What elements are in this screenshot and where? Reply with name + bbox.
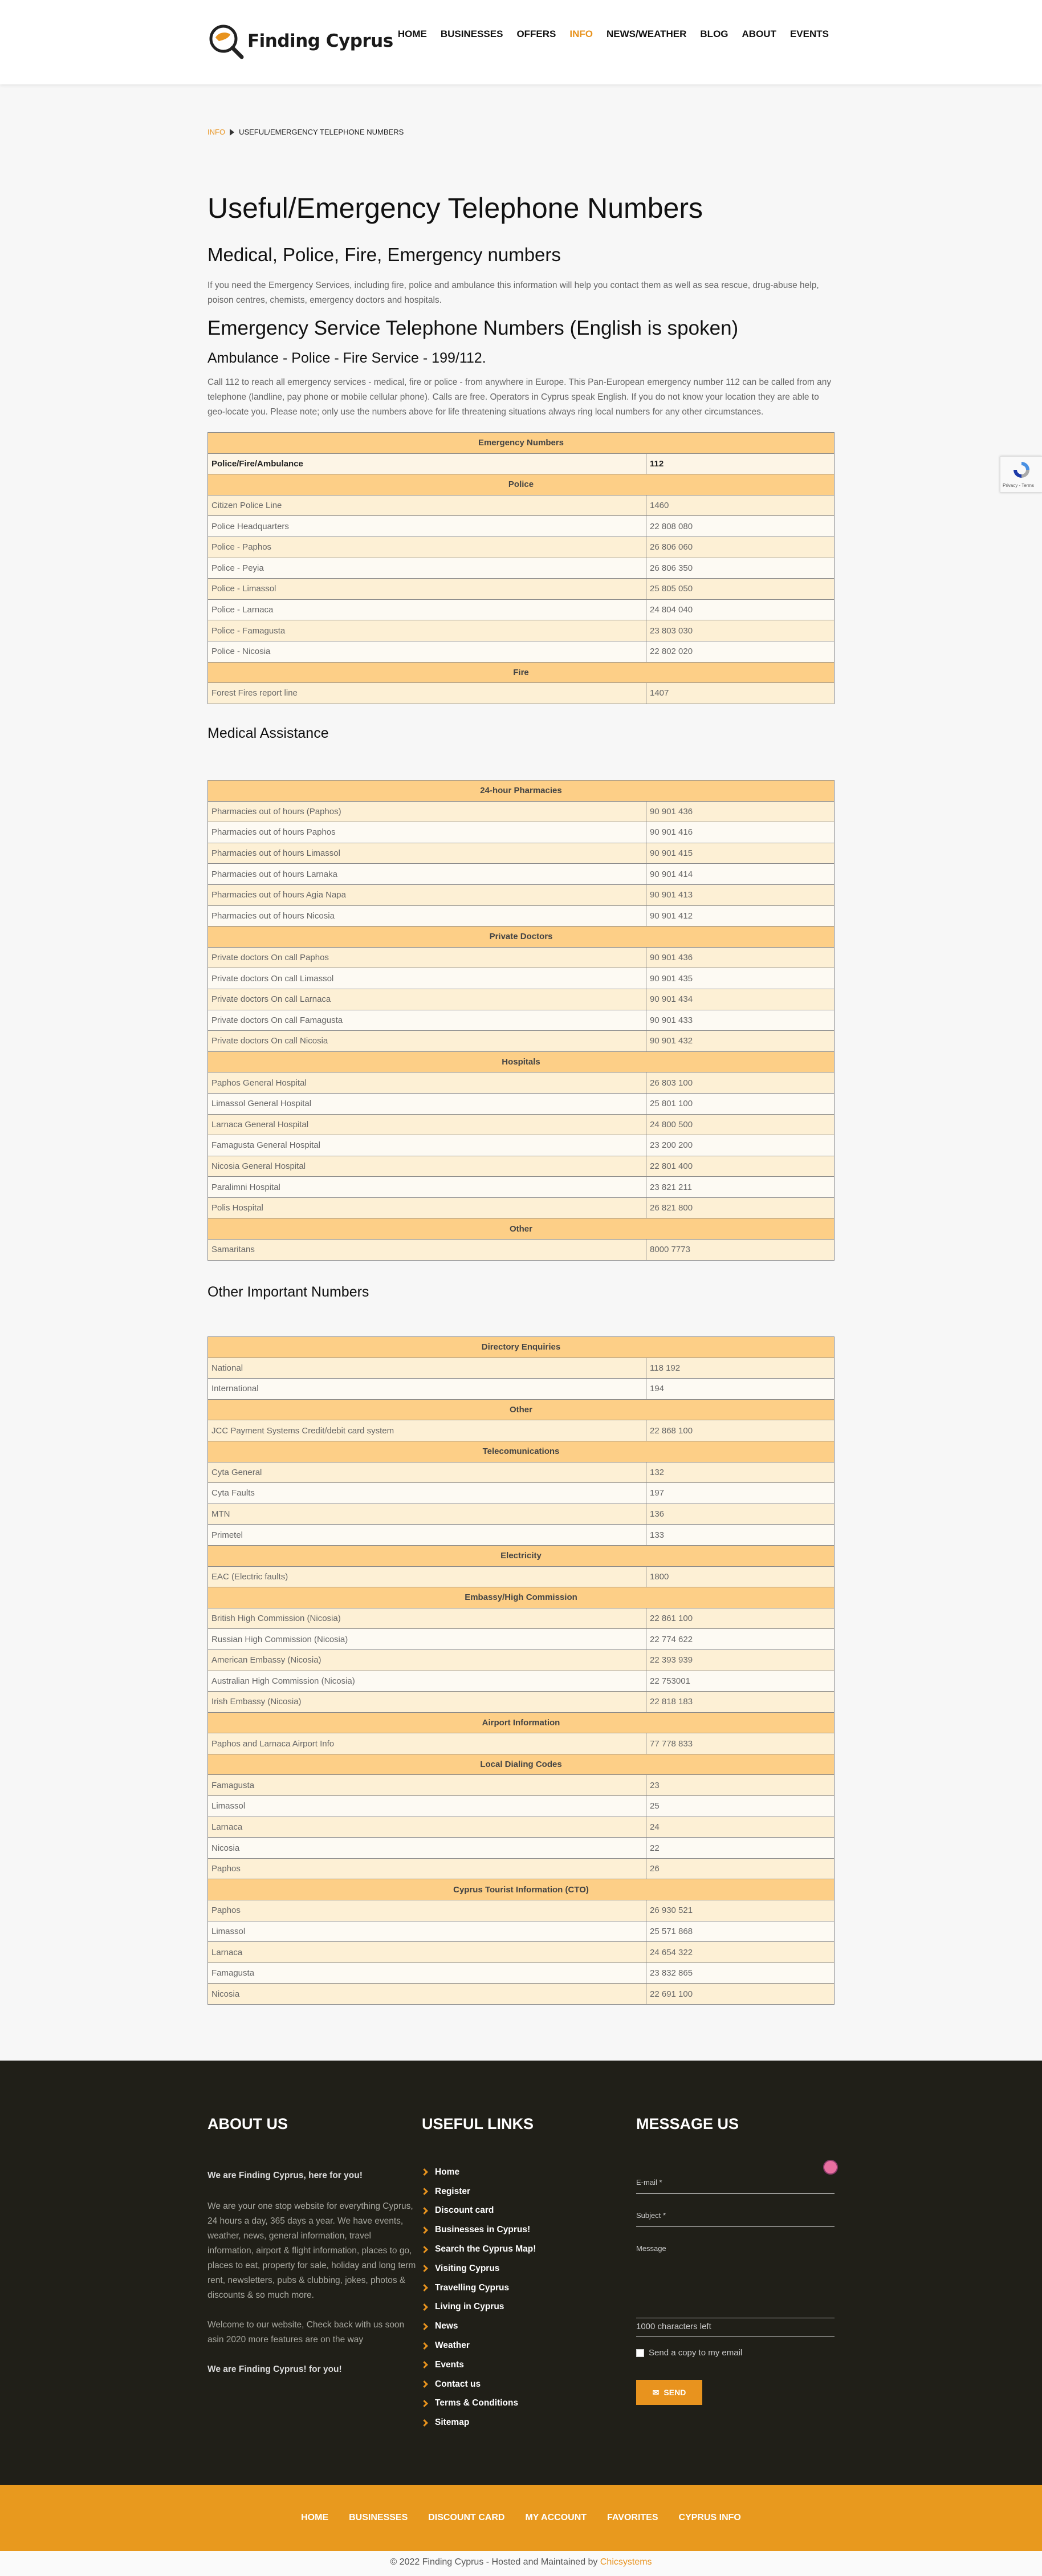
- phone-number: 26 803 100: [646, 1072, 835, 1094]
- footer-link[interactable]: [422, 2413, 536, 2432]
- service-name: Citizen Police Line: [208, 495, 646, 516]
- service-name: Private doctors On call Famagusta: [208, 1010, 646, 1031]
- phone-number: 22: [646, 1838, 835, 1859]
- phone-number: 26 821 800: [646, 1197, 835, 1218]
- footer-link-label: News: [435, 2321, 458, 2331]
- table-row: [208, 1177, 835, 1198]
- section-title-emergency-numbers: Medical, Police, Fire, Emergency numbers: [207, 244, 561, 265]
- emergency-numbers-table: [207, 432, 835, 704]
- bottom-nav-home[interactable]: HOME: [301, 2513, 329, 2522]
- chevron-right-icon: [421, 2342, 428, 2350]
- phone-number: 25 801 100: [646, 1093, 835, 1114]
- footer-link-label: Sitemap: [435, 2417, 470, 2428]
- nav-about[interactable]: ABOUT: [742, 29, 776, 39]
- service-name: Nicosia: [208, 1984, 646, 2005]
- bottom-nav-discount-card[interactable]: DISCOUNT CARD: [428, 2513, 505, 2522]
- phone-number: 1460: [646, 495, 835, 516]
- table-row: [208, 968, 835, 989]
- table-row: [208, 822, 835, 843]
- footer-link-label: Travelling Cyprus: [435, 2282, 510, 2293]
- table-row: [208, 1093, 835, 1114]
- phone-number: 194: [646, 1379, 835, 1400]
- emergency-112-text: Call 112 to reach all emergency services - medical, fire or police - from anywhere in Europe. This Pan-European emergency number 112 can be called from any telephone (landline, pay phone or mobile cellular phone). Calls are free. Operators in Cyprus speak English. If you do not know your location they are able to geo-locate you. Please note; only use the numbers above for life threatening situations always ring local numbers for any other circumstances.: [207, 377, 832, 417]
- footer-link-label: Weather: [435, 2341, 470, 2351]
- phone-number: 77 778 833: [646, 1733, 835, 1754]
- bottom-nav-businesses[interactable]: BUSINESSES: [349, 2513, 408, 2522]
- service-name: Paphos General Hospital: [208, 1072, 646, 1094]
- footer-about-lead: We are Finding Cyprus, here for you!: [207, 2171, 363, 2180]
- bottom-nav-my-account[interactable]: MY ACCOUNT: [525, 2513, 587, 2522]
- section-header-label: Telecomunications: [208, 1441, 835, 1462]
- service-name: JCC Payment Systems Credit/debit card system: [208, 1420, 646, 1441]
- phone-number: 132: [646, 1462, 835, 1483]
- service-name: Larnaca: [208, 1942, 646, 1963]
- medical-numbers-table: [207, 780, 835, 1261]
- table-section-header: [208, 1545, 835, 1566]
- service-name: Paphos: [208, 1858, 646, 1879]
- section-header-label: Cyprus Tourist Information (CTO): [208, 1879, 835, 1900]
- nav-news-weather[interactable]: NEWS/WEATHER: [607, 29, 687, 39]
- phone-number: 25: [646, 1796, 835, 1817]
- table-row: [208, 1072, 835, 1094]
- footer-link-label: Businesses in Cyprus!: [435, 2225, 531, 2235]
- table-row: [208, 905, 835, 927]
- footer-link-label: Terms & Conditions: [435, 2398, 519, 2408]
- phone-number: 136: [646, 1504, 835, 1525]
- phone-number: 1800: [646, 1566, 835, 1587]
- phone-number: 26 806 350: [646, 558, 835, 579]
- breadcrumb-parent[interactable]: INFO: [207, 128, 226, 136]
- service-name: Police Headquarters: [208, 516, 646, 537]
- service-name: Nicosia: [208, 1838, 646, 1859]
- table-row: [208, 1796, 835, 1817]
- table-row: [208, 843, 835, 864]
- phone-number: 26: [646, 1858, 835, 1879]
- service-name: Private doctors On call Nicosia: [208, 1031, 646, 1052]
- service-name: Limassol: [208, 1796, 646, 1817]
- chars-left-counter: 1000 characters left: [636, 2322, 711, 2331]
- table-section-header: [208, 1754, 835, 1775]
- phone-number: 90 901 436: [646, 947, 835, 968]
- table-section-header: [208, 1441, 835, 1462]
- phone-number: 22 802 020: [646, 641, 835, 662]
- phone-number: 23 200 200: [646, 1135, 835, 1156]
- table-section-header: [208, 1399, 835, 1420]
- footer-message-title: MESSAGE US: [636, 2115, 739, 2132]
- footer-link[interactable]: [422, 2182, 536, 2201]
- section-header-label: Fire: [208, 662, 835, 683]
- phone-number: 90 901 432: [646, 1031, 835, 1052]
- table-row: [208, 1462, 835, 1483]
- bottom-nav: [0, 2485, 1042, 2551]
- copyright-text: © 2022 Finding Cyprus - Hosted and Maintained by: [390, 2557, 600, 2567]
- phone-number: 118 192: [646, 1358, 835, 1379]
- main-nav: [398, 29, 829, 40]
- nav-home[interactable]: HOME: [397, 29, 427, 39]
- phone-number: 22 801 400: [646, 1156, 835, 1177]
- footer-link-label: Home: [435, 2167, 460, 2177]
- table-row: [208, 537, 835, 558]
- footer-link[interactable]: [422, 2201, 536, 2221]
- table-row: [208, 516, 835, 537]
- section-header-label: Electricity: [208, 1545, 835, 1566]
- table-row: [208, 641, 835, 662]
- footer-about: [207, 2115, 416, 2377]
- section-title-emergency-service: Emergency Service Telephone Numbers (English is spoken): [207, 317, 739, 339]
- site-header: [0, 0, 1042, 84]
- footer-link-label: Discount card: [435, 2205, 494, 2216]
- table-row: [208, 1010, 835, 1031]
- table-row: [208, 1838, 835, 1859]
- table-section-header: [208, 1218, 835, 1240]
- footer-link-label: Search the Cyprus Map!: [435, 2244, 536, 2254]
- service-name: Police - Paphos: [208, 537, 646, 558]
- section-header-label: Embassy/High Commission: [208, 1587, 835, 1608]
- phone-number: 90 901 415: [646, 843, 835, 864]
- table-row: [208, 1649, 835, 1671]
- service-name: International: [208, 1379, 646, 1400]
- table-row: [208, 1692, 835, 1713]
- service-name: Police - Limassol: [208, 579, 646, 600]
- table-section-header: [208, 433, 835, 454]
- section-header-label: 24-hour Pharmacies: [208, 781, 835, 802]
- phone-number: 23 821 211: [646, 1177, 835, 1198]
- send-copy-checkbox[interactable]: [636, 2349, 644, 2357]
- phone-number: 90 901 434: [646, 989, 835, 1010]
- phone-number: 90 901 433: [646, 1010, 835, 1031]
- footer-useful-links: [422, 2115, 536, 2432]
- service-name: Pharmacies out of hours Limassol: [208, 843, 646, 864]
- chevron-right-icon: [421, 2246, 428, 2253]
- table-section-header: [208, 1712, 835, 1733]
- section-header-label: Directory Enquiries: [208, 1337, 835, 1358]
- table-row: [208, 1240, 835, 1261]
- table-row: [208, 1420, 835, 1441]
- service-name: Paphos: [208, 1900, 646, 1921]
- table-row: [208, 1963, 835, 1984]
- phone-number: 90 901 416: [646, 822, 835, 843]
- phone-number: 26 806 060: [646, 537, 835, 558]
- phone-number: 133: [646, 1525, 835, 1546]
- service-name: Private doctors On call Larnaca: [208, 989, 646, 1010]
- phone-number: 22 861 100: [646, 1608, 835, 1629]
- footer-link-label: Contact us: [435, 2379, 481, 2389]
- service-name: Samaritans: [208, 1240, 646, 1261]
- service-name: EAC (Electric faults): [208, 1566, 646, 1587]
- footer-about-text: We are your one stop website for everything Cyprus, 24 hours a day, 365 days a year. We have events, weather, news, general information, travel information, airport & flight information, places to go, places to eat, property for sale, holiday and long term rent, newsletters, pubs & clubbing, jokes, photos & discounts & so much more.: [207, 2201, 416, 2300]
- service-name: Larnaca: [208, 1817, 646, 1838]
- chevron-right-icon: [421, 2380, 428, 2388]
- service-name: Russian High Commission (Nicosia): [208, 1629, 646, 1650]
- chevron-right-icon: [421, 2226, 428, 2234]
- other-numbers-table: [207, 1336, 835, 2005]
- footer-about-title: ABOUT US: [207, 2115, 288, 2132]
- chevron-right-icon: [421, 2400, 428, 2407]
- phone-number: 22 818 183: [646, 1692, 835, 1713]
- service-name: Australian High Commission (Nicosia): [208, 1671, 646, 1692]
- service-name: Private doctors On call Paphos: [208, 947, 646, 968]
- footer-link[interactable]: [422, 2375, 536, 2394]
- footer-link[interactable]: [422, 2317, 536, 2336]
- email-field[interactable]: E-mail *: [636, 2178, 835, 2194]
- service-name: Police/Fire/Ambulance: [208, 453, 646, 474]
- footer-message-form: [636, 2115, 841, 2435]
- phone-number: 90 901 435: [646, 968, 835, 989]
- table-row: [208, 1671, 835, 1692]
- bottom-nav-favorites[interactable]: FAVORITES: [607, 2513, 658, 2522]
- chevron-right-icon: [421, 2207, 428, 2215]
- chevron-right-icon: [421, 2188, 428, 2195]
- footer-links-title: USEFUL LINKS: [422, 2115, 534, 2132]
- table-row: [208, 801, 835, 822]
- chevron-right-icon: [421, 2303, 428, 2311]
- phone-number: 23 803 030: [646, 620, 835, 641]
- footer-link[interactable]: [422, 2355, 536, 2375]
- nav-businesses[interactable]: BUSINESSES: [440, 29, 503, 39]
- service-name: Paphos and Larnaca Airport Info: [208, 1733, 646, 1754]
- footer-about-text-2: Welcome to our website, Check back with us soon asin 2020 more features are on the way: [207, 2320, 405, 2345]
- chevron-right-icon: [421, 2284, 428, 2291]
- chevron-right-icon: [421, 2265, 428, 2273]
- table-row: [208, 1733, 835, 1754]
- breadcrumb: [207, 128, 404, 136]
- page-title: Useful/Emergency Telephone Numbers: [207, 192, 703, 224]
- table-section-header: [208, 1051, 835, 1072]
- subject-field[interactable]: Subject *: [636, 2211, 835, 2227]
- footer-link[interactable]: [422, 2394, 536, 2414]
- footer-link-label: Events: [435, 2359, 464, 2370]
- table-section-header: [208, 474, 835, 495]
- table-section-header: [208, 662, 835, 683]
- table-row: [208, 558, 835, 579]
- service-name: Paralimni Hospital: [208, 1177, 646, 1198]
- table-row: [208, 495, 835, 516]
- footer-link-label: Visiting Cyprus: [435, 2263, 500, 2273]
- table-section-header: [208, 927, 835, 948]
- phone-number: 112: [646, 453, 835, 474]
- table-row: [208, 599, 835, 620]
- table-row: [208, 1817, 835, 1838]
- table-section-header: [208, 1587, 835, 1608]
- section-header-label: Local Dialing Codes: [208, 1754, 835, 1775]
- nav-events[interactable]: EVENTS: [789, 29, 829, 39]
- phone-number: 22 868 100: [646, 1420, 835, 1441]
- table-row: [208, 579, 835, 600]
- table-row: [208, 620, 835, 641]
- table-row: [208, 1483, 835, 1504]
- medical-assistance-title: Medical Assistance: [207, 725, 329, 741]
- chevron-right-icon: [421, 2323, 428, 2330]
- footer-link[interactable]: [422, 2240, 536, 2259]
- envelope-icon: ✉: [652, 2387, 660, 2397]
- service-name: Irish Embassy (Nicosia): [208, 1692, 646, 1713]
- service-name: Cyta Faults: [208, 1483, 646, 1504]
- magnifier-logo-icon: [207, 23, 244, 59]
- service-name: National: [208, 1358, 646, 1379]
- other-numbers-title: Other Important Numbers: [207, 1284, 369, 1300]
- footer-link[interactable]: [422, 2278, 536, 2298]
- service-name: Pharmacies out of hours (Paphos): [208, 801, 646, 822]
- breadcrumb-arrow-icon: [230, 129, 234, 136]
- table-row: [208, 1608, 835, 1629]
- footer-link-label: Register: [435, 2186, 471, 2196]
- table-row: [208, 1775, 835, 1796]
- phone-number: 22 691 100: [646, 1984, 835, 2005]
- footer-link[interactable]: [422, 2220, 536, 2240]
- chevron-right-icon: [421, 2419, 428, 2427]
- table-row: [208, 1156, 835, 1177]
- service-name: Pharmacies out of hours Paphos: [208, 822, 646, 843]
- phone-number: 25 571 868: [646, 1921, 835, 1942]
- table-section-header: [208, 1337, 835, 1358]
- table-row: [208, 1525, 835, 1546]
- send-copy-label: Send a copy to my email: [649, 2348, 743, 2358]
- section-header-label: Other: [208, 1399, 835, 1420]
- service-name: Police - Peyia: [208, 558, 646, 579]
- section-subtitle-ambulance: Ambulance - Police - Fire Service - 199/112.: [207, 350, 486, 366]
- table-row: [208, 864, 835, 885]
- phone-number: 90 901 413: [646, 884, 835, 905]
- table-row: [208, 1858, 835, 1879]
- phone-number: 197: [646, 1483, 835, 1504]
- service-name: British High Commission (Nicosia): [208, 1608, 646, 1629]
- service-name: Limassol General Hospital: [208, 1093, 646, 1114]
- table-row: [208, 1379, 835, 1400]
- footer-link[interactable]: [422, 2336, 536, 2355]
- service-name: Police - Larnaca: [208, 599, 646, 620]
- service-name: Police - Nicosia: [208, 641, 646, 662]
- copyright-brand-link[interactable]: Chicsystems: [600, 2557, 652, 2567]
- service-name: Police - Famagusta: [208, 620, 646, 641]
- logo-text: Finding Cyprus: [247, 31, 393, 51]
- recaptcha-privacy-terms[interactable]: Privacy - Terms: [1003, 483, 1034, 488]
- service-name: Famagusta: [208, 1963, 646, 1984]
- table-row: [208, 947, 835, 968]
- service-name: Forest Fires report line: [208, 683, 646, 704]
- intro-text: If you need the Emergency Services, including fire, police and ambulance this information will help you contact them as well as sea rescue, drug-abuse help, poison centres, chemists, emergency doctors and hospitals.: [207, 281, 819, 305]
- email-badge-icon: [823, 2160, 838, 2175]
- phone-number: 22 808 080: [646, 516, 835, 537]
- nav-info[interactable]: INFO: [569, 29, 593, 39]
- copyright-bar: [0, 2551, 1042, 2576]
- service-name: Nicosia General Hospital: [208, 1156, 646, 1177]
- section-header-label: Police: [208, 474, 835, 495]
- table-row: [208, 989, 835, 1010]
- phone-number: 23 832 865: [646, 1963, 835, 1984]
- section-header-label: Hospitals: [208, 1051, 835, 1072]
- table-row: [208, 1114, 835, 1135]
- table-row: [208, 1504, 835, 1525]
- table-row: [208, 683, 835, 704]
- phone-number: 90 901 414: [646, 864, 835, 885]
- table-section-header: [208, 781, 835, 802]
- phone-number: 23: [646, 1775, 835, 1796]
- phone-number: 22 393 939: [646, 1649, 835, 1671]
- service-name: Pharmacies out of hours Agia Napa: [208, 884, 646, 905]
- table-row: [208, 884, 835, 905]
- phone-number: 8000 7773: [646, 1240, 835, 1261]
- table-row: [208, 1900, 835, 1921]
- phone-number: 1407: [646, 683, 835, 704]
- send-label: SEND: [664, 2388, 686, 2397]
- section-header-label: Emergency Numbers: [208, 433, 835, 454]
- table-row: [208, 1135, 835, 1156]
- recaptcha-icon: [1012, 460, 1031, 480]
- table-row: [208, 1629, 835, 1650]
- site-logo[interactable]: [207, 21, 393, 62]
- service-name: Limassol: [208, 1921, 646, 1942]
- footer-link-label: Living in Cyprus: [435, 2302, 504, 2312]
- phone-number: 24 800 500: [646, 1114, 835, 1135]
- phone-number: 24 654 322: [646, 1942, 835, 1963]
- send-copy-checkbox-row[interactable]: [636, 2348, 742, 2358]
- service-name: Cyta General: [208, 1462, 646, 1483]
- table-row: [208, 1358, 835, 1379]
- send-button[interactable]: [636, 2380, 702, 2405]
- chevron-right-icon: [421, 2361, 428, 2368]
- table-row: [208, 1566, 835, 1587]
- footer-about-tail: We are Finding Cyprus! for you!: [207, 2364, 342, 2374]
- service-name: Polis Hospital: [208, 1197, 646, 1218]
- service-name: Larnaca General Hospital: [208, 1114, 646, 1135]
- phone-number: 26 930 521: [646, 1900, 835, 1921]
- service-name: Famagusta: [208, 1775, 646, 1796]
- table-row: [208, 1197, 835, 1218]
- service-name: Private doctors On call Limassol: [208, 968, 646, 989]
- section-header-label: Private Doctors: [208, 927, 835, 948]
- table-section-header: [208, 1879, 835, 1900]
- footer-link[interactable]: [422, 2298, 536, 2317]
- table-row: [208, 1942, 835, 1963]
- bottom-nav-cyprus-info[interactable]: CYPRUS INFO: [678, 2513, 741, 2522]
- chevron-right-icon: [421, 2169, 428, 2176]
- breadcrumb-current: USEFUL/EMERGENCY TELEPHONE NUMBERS: [239, 128, 404, 136]
- phone-number: 25 805 050: [646, 579, 835, 600]
- table-row: [208, 453, 835, 474]
- service-name: Pharmacies out of hours Nicosia: [208, 905, 646, 927]
- phone-number: 90 901 436: [646, 801, 835, 822]
- nav-offers[interactable]: OFFERS: [516, 29, 556, 39]
- message-textarea[interactable]: Message: [636, 2244, 835, 2318]
- recaptcha-badge[interactable]: [1000, 456, 1042, 493]
- service-name: Famagusta General Hospital: [208, 1135, 646, 1156]
- service-name: Pharmacies out of hours Larnaka: [208, 864, 646, 885]
- service-name: American Embassy (Nicosia): [208, 1649, 646, 1671]
- footer-links-list: [422, 2163, 536, 2432]
- section-header-label: Airport Information: [208, 1712, 835, 1733]
- service-name: Primetel: [208, 1525, 646, 1546]
- phone-number: 22 774 622: [646, 1629, 835, 1650]
- section-header-label: Other: [208, 1218, 835, 1240]
- site-footer: [0, 2061, 1042, 2485]
- table-row: [208, 1984, 835, 2005]
- phone-number: 22 753001: [646, 1671, 835, 1692]
- nav-blog[interactable]: BLOG: [700, 29, 728, 39]
- phone-number: 24: [646, 1817, 835, 1838]
- phone-number: 24 804 040: [646, 599, 835, 620]
- table-row: [208, 1031, 835, 1052]
- service-name: MTN: [208, 1504, 646, 1525]
- phone-number: 90 901 412: [646, 905, 835, 927]
- table-row: [208, 1921, 835, 1942]
- footer-link[interactable]: [422, 2163, 536, 2182]
- footer-link[interactable]: [422, 2259, 536, 2278]
